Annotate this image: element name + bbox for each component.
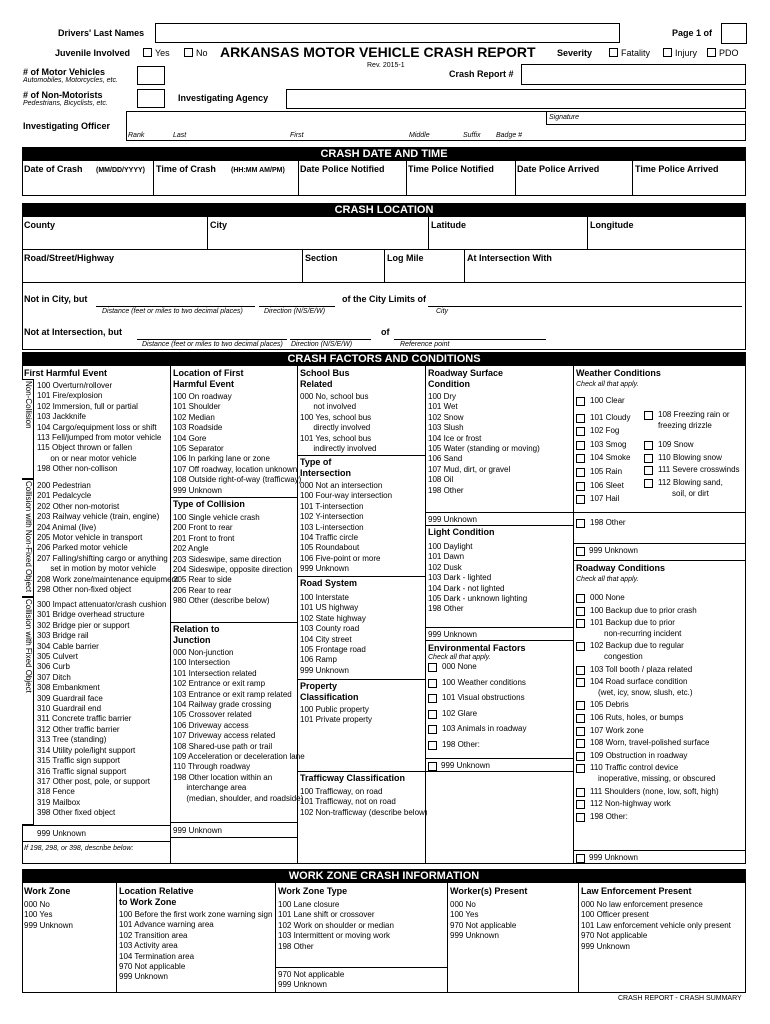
rc-ruts-checkbox[interactable] [576,714,585,723]
location-first-harmful-list: 100 On roadway 101 Shoulder 102 Median 103 Roadside 104 Gore 105 Separator 106 In parking lane or zone 107 Off roadway, location unknown 108 Outside right-of-way (trafficway) 999 Unknown [173,392,302,495]
city-hint: City [436,308,449,315]
work-zone-title: Work Zone [24,886,71,896]
not-in-city-label: Not in City, but [24,294,88,304]
page-total-field[interactable] [721,23,747,44]
juvenile-label: Juvenile Involved [55,48,131,58]
rc-worn-surface-checkbox[interactable] [576,739,585,748]
ef-weather-checkbox[interactable] [428,679,437,688]
ef-animals-checkbox[interactable] [428,725,437,734]
non-collision-group-label: Non-Collision [24,381,33,429]
at-intersection-with-label: At Intersection With [467,253,552,263]
fhe-non-collision-list: 100 Overturn/rollover 101 Fire/explosion 102 Immersion, full or partial 103 Jackknife 104 Cargo/equipment loss or shift 113 Fell/jumped from motor vehicle 115 Object thrown or fallen on or near motor vehicle 198 Other non-collison [37,381,162,474]
wc-fog-checkbox[interactable] [576,427,585,436]
work-zone-type-na-list: 970 Not applicable 999 Unknown [278,970,345,990]
road-system-list: 100 Interstate 101 US highway 102 State highway 103 County road 104 City street 105 Frontage road 106 Ramp 999 Unknown [300,593,366,675]
time-of-crash-format: (HH:MM AM/PM) [231,167,285,174]
officer-rank-label: Rank [128,132,145,139]
roadway-surface-title: Roadway Surface Condition [428,368,504,389]
severity-pdo-label: PDO [719,48,739,58]
ef-none-checkbox[interactable] [428,663,437,672]
rc-backup-prior-crash-checkbox[interactable] [576,607,585,616]
fhe-describe-note: If 198, 298, or 398, describe below: [24,845,134,852]
direction-hint-2: Direction (N/S/E/W) [291,341,353,348]
crash-factors-band: CRASH FACTORS AND CONDITIONS [22,352,746,366]
roadway-conditions-hint: Check all that apply. [576,576,639,583]
road-system-title: Road System [300,578,358,588]
investigating-agency-field[interactable] [286,89,746,109]
rc-backup-nonrecurring-checkbox[interactable] [576,619,585,628]
severity-pdo-checkbox[interactable] [707,48,716,57]
fhe-fixed-list: 300 Impact attenuator/crash cushion 301 Bridge overhead structure 302 Bridge pier or support 303 Bridge rail 304 Cable barrier 305 Culvert 306 Curb 307 Ditch 308 Embankment 309 Guardrail face 310 Guardrail end 311 Concrete traffic barrier 312 Other traffic barrier 313 Tree (standing) 314 Utility pole/light support 315 Traffic sign support 316 Traffic signal support 317 Other post, pole, or support 318 Fence 319 Mailbox 398 Other fixed object [37,600,167,818]
rc-road-surface-checkbox[interactable] [576,678,585,687]
school-bus-related-list: 000 No, school bus not involved 100 Yes, school bus directly involved 101 Yes, school bus indirectly involved [300,392,377,454]
non-motorists-label: # of Non-Motorists [23,90,103,100]
ef-unknown-label: 999 Unknown [441,761,490,770]
officer-badge-label: Badge # [496,132,523,139]
light-condition-unknown: 999 Unknown [428,630,477,639]
weather-conditions-list-right: 108 Freezing rain or freezing drizzle 109 Snow 110 Blowing snow 111 Severe crosswinds 112 Blowing sand, soil, or dirt [644,410,740,499]
non-motorists-field[interactable] [137,89,165,108]
non-motorists-hint: Pedestrians, Bicyclists, etc. [23,100,108,107]
wc-sleet-checkbox[interactable] [576,482,585,491]
weather-conditions-list-left: 100 Clear 101 Cloudy 102 Fog 103 Smog 104 Smoke 105 Rain 106 Sleet 107 Hail [576,396,630,505]
relation-to-junction-title: Relation to Junction [173,624,220,645]
revision-label: Rev. 2015-1 [367,62,405,69]
longitude-label: Longitude [590,220,634,230]
county-label: County [24,220,55,230]
date-police-notified-label: Date Police Notified [300,164,385,174]
log-mile-label: Log Mile [387,253,424,263]
crash-report-number-label: Crash Report # [449,69,514,79]
wc-blowing-sand-checkbox[interactable] [644,479,653,488]
juvenile-yes-checkbox[interactable] [143,48,152,57]
officer-suffix-label: Suffix [463,132,481,139]
distance-hint-1: Distance (feet or miles to two decimal places) [102,308,243,315]
motor-vehicles-label: # of Motor Vehicles [23,67,106,77]
weather-conditions-hint: Check all that apply. [576,381,639,388]
ef-other-checkbox[interactable] [428,741,437,750]
investigating-agency-label: Investigating Agency [178,93,269,103]
work-zone-type-list: 100 Lane closure 101 Lane shift or crossover 102 Work on shoulder or median 103 Intermittent or moving work 198 Other [278,900,394,951]
wc-clear-checkbox[interactable] [576,397,585,406]
trafficway-classification-list: 100 Trafficway, on road 101 Trafficway, not on road 102 Non-trafficway (describe below) [300,787,428,817]
wc-snow-checkbox[interactable] [644,441,653,450]
wc-unknown-checkbox[interactable] [576,547,585,556]
trafficway-classification-title: Trafficway Classification [300,773,406,783]
crash-report-number-field[interactable] [521,64,746,85]
officer-last-label: Last [173,132,187,139]
roadway-surface-list: 100 Dry 101 Wet 102 Snow 103 Slush 104 Ice or frost 105 Water (standing or moving) 106 Sand 107 Mud, dirt, or gravel 108 Oil 198 Other [428,392,540,495]
rc-non-highway-checkbox[interactable] [576,800,585,809]
relation-to-junction-unknown: 999 Unknown [173,826,222,835]
report-title: ARKANSAS MOTOR VEHICLE CRASH REPORT [220,44,536,60]
type-of-collision-title: Type of Collision [173,499,245,509]
law-enforcement-list: 000 No law enforcement presence 100 Officer present 101 Law enforcement vehicle only present 970 Not applicable 999 Unknown [581,900,731,951]
wc-smoke-checkbox[interactable] [576,454,585,463]
direction-hint-1: Direction (N/S/E/W) [264,308,326,315]
workers-present-title: Worker(s) Present [450,886,528,896]
work-zone-list: 000 No 100 Yes 999 Unknown [24,900,73,930]
distance-hint-2: Distance (feet or miles to two decimal places) [142,341,283,348]
rc-other-checkbox[interactable] [576,813,585,822]
drivers-last-names-label: Drivers' Last Names [58,28,145,38]
ef-glare-checkbox[interactable] [428,710,437,719]
motor-vehicles-hint: Automobiles, Motorcycles, etc. [23,77,118,84]
type-of-collision-list: 100 Single vehicle crash 200 Front to rear 201 Front to front 202 Angle 203 Sideswipe, same direction 204 Sideswipe, opposite direction 205 Rear to side 206 Rear to rear 980 Other (describe below) [173,513,293,606]
wc-rain-checkbox[interactable] [576,468,585,477]
ef-visual-checkbox[interactable] [428,694,437,703]
rc-none-checkbox[interactable] [576,594,585,603]
wc-other-label: 198 Other [590,518,626,527]
date-of-crash-format: (MM/DD/YYYY) [96,167,145,174]
law-enforcement-title: Law Enforcement Present [581,886,692,896]
officer-first-label: First [290,132,304,139]
road-street-highway-label: Road/Street/Highway [24,253,115,263]
wc-crosswinds-checkbox[interactable] [644,466,653,475]
type-of-intersection-list: 000 Not an intersection 100 Four-way intersection 101 T-intersection 102 Y-intersection 103 L-intersection 104 Traffic circle 105 Roundabout 106 Five-point or more 999 Unknown [300,481,393,574]
drivers-last-names-field[interactable] [155,23,620,43]
environmental-factors-title: Environmental Factors [428,643,526,653]
wc-cloudy-checkbox[interactable] [576,414,585,423]
motor-vehicles-field[interactable] [137,66,165,85]
not-at-intersection-label: Not at Intersection, but [24,327,123,337]
severity-injury-label: Injury [675,48,698,58]
date-police-arrived-label: Date Police Arrived [517,164,600,174]
rc-obstruction-checkbox[interactable] [576,752,585,761]
of-city-limits-label: of the City Limits of [342,294,426,304]
rc-debris-checkbox[interactable] [576,701,585,710]
location-relative-title: Location Relative to Work Zone [119,886,194,907]
type-of-intersection-title: Type of Intersection [300,457,352,478]
location-relative-list: 100 Before the first work zone warning sign 101 Advance warning area 102 Transition area 103 Activity area 104 Termination area 970 Not applicable 999 Unknown [119,910,273,982]
rc-work-zone-checkbox[interactable] [576,727,585,736]
fhe-unknown: 999 Unknown [37,829,86,838]
school-bus-related-title: School Bus Related [300,368,350,389]
weather-conditions-title: Weather Conditions [576,368,661,378]
property-classification-list: 100 Public property 101 Private property [300,705,373,725]
work-zone-band: WORK ZONE CRASH INFORMATION [22,869,746,883]
roadway-conditions-title: Roadway Conditions [576,563,666,573]
wc-unknown-label: 999 Unknown [589,546,638,555]
roadway-conditions-list: 000 None 100 Backup due to prior crash 101 Backup due to prior non-recurring incident 102 Backup due to regular congestion 103 Toll booth / plaza related 104 Road surface condition (wet, icy, snow, slush, etc.) 105 Debris 106 Ruts, holes, or bumps 107 Work zone 108 Worn, travel-polished surface 109 Obstruction in roadway 110 Traffic control device inoperative, missing, or obscured 111 Shoulders (none, low, soft, high) 112 Non-highway work 198 Other: [576,593,719,822]
wc-freezing-rain-checkbox[interactable] [644,411,653,420]
first-harmful-event-title: First Harmful Event [24,368,108,378]
workers-present-list: 000 No 100 Yes 970 Not applicable 999 Unknown [450,900,517,941]
light-condition-list: 100 Daylight 101 Dawn 102 Dusk 103 Dark - lighted 104 Dark - not lighted 105 Dark - unknown lighting 198 Other [428,542,528,614]
page-of-label: Page 1 of [672,28,713,38]
time-police-arrived-label: Time Police Arrived [635,164,719,174]
crash-location-band: CRASH LOCATION [22,203,746,217]
crash-date-time-band: CRASH DATE AND TIME [22,147,746,161]
of-label: of [381,327,390,337]
work-zone-type-title: Work Zone Type [278,886,348,896]
collision-non-fixed-group-label: Collision with Non-Fixed Object [24,481,33,593]
relation-to-junction-list: 000 Non-junction 100 Intersection 101 Intersection related 102 Entrance or exit ramp 103 Entrance or exit ramp related 104 Railway grade crossing 105 Crossover related 106 Driveway access 107 Driveway access related 108 Shared-use path or trail 109 Acceleration or deceleration lane 110 Through roadway 198 Other location within an interchange area (median, shoulder, and roadside) [173,648,305,803]
wc-smog-checkbox[interactable] [576,441,585,450]
wc-hail-checkbox[interactable] [576,495,585,504]
severity-label: Severity [557,48,593,58]
environmental-factors-hint: Check all that apply. [428,654,491,661]
environmental-factors-list: 000 None 100 Weather conditions 101 Visual obstructions 102 Glare 103 Animals in roadway 198 Other: [428,662,527,751]
fhe-non-fixed-list: 200 Pedestrian 201 Pedalcycle 202 Other non-motorist 203 Railway vehicle (train, engine) 204 Animal (live) 205 Motor vehicle in transport 206 Parked motor vehicle 207 Falling/shifting cargo or anything set in motion by motor vehicle 208 Work zone/maintenance equipment 298 Other non-fixed object [37,481,179,595]
footer-label: CRASH REPORT - CRASH SUMMARY [618,995,742,1002]
time-of-crash-label: Time of Crash [156,164,216,174]
officer-middle-label: Middle [409,132,430,139]
collision-fixed-group-label: Collision with Fixed Object [24,599,33,693]
section-label: Section [305,253,338,263]
juvenile-no-label: No [196,48,208,58]
rc-shoulders-checkbox[interactable] [576,788,585,797]
property-classification-title: Property Classification [300,681,359,702]
juvenile-yes-label: Yes [155,48,170,58]
light-condition-title: Light Condition [428,527,495,537]
severity-injury-checkbox[interactable] [663,48,672,57]
ef-unknown-checkbox[interactable] [428,762,437,771]
investigating-officer-field[interactable] [126,111,746,141]
wc-blowing-snow-checkbox[interactable] [644,454,653,463]
juvenile-no-checkbox[interactable] [184,48,193,57]
investigating-officer-label: Investigating Officer [23,121,111,131]
rc-traffic-control-checkbox[interactable] [576,764,585,773]
rc-unknown-label: 999 Unknown [589,853,638,862]
severity-fatality-label: Fatality [621,48,651,58]
date-of-crash-label: Date of Crash [24,164,83,174]
severity-fatality-checkbox[interactable] [609,48,618,57]
rc-unknown-checkbox[interactable] [576,854,585,863]
rc-toll-booth-checkbox[interactable] [576,666,585,675]
wc-other-checkbox[interactable] [576,519,585,528]
rc-backup-congestion-checkbox[interactable] [576,642,585,651]
time-police-notified-label: Time Police Notified [408,164,494,174]
city-label: City [210,220,228,230]
latitude-label: Latitude [431,220,466,230]
signature-label: Signature [549,114,579,121]
location-first-harmful-title: Location of First Harmful Event [173,368,244,389]
reference-point-hint: Reference point [400,341,450,348]
roadway-surface-unknown: 999 Unknown [428,515,477,524]
